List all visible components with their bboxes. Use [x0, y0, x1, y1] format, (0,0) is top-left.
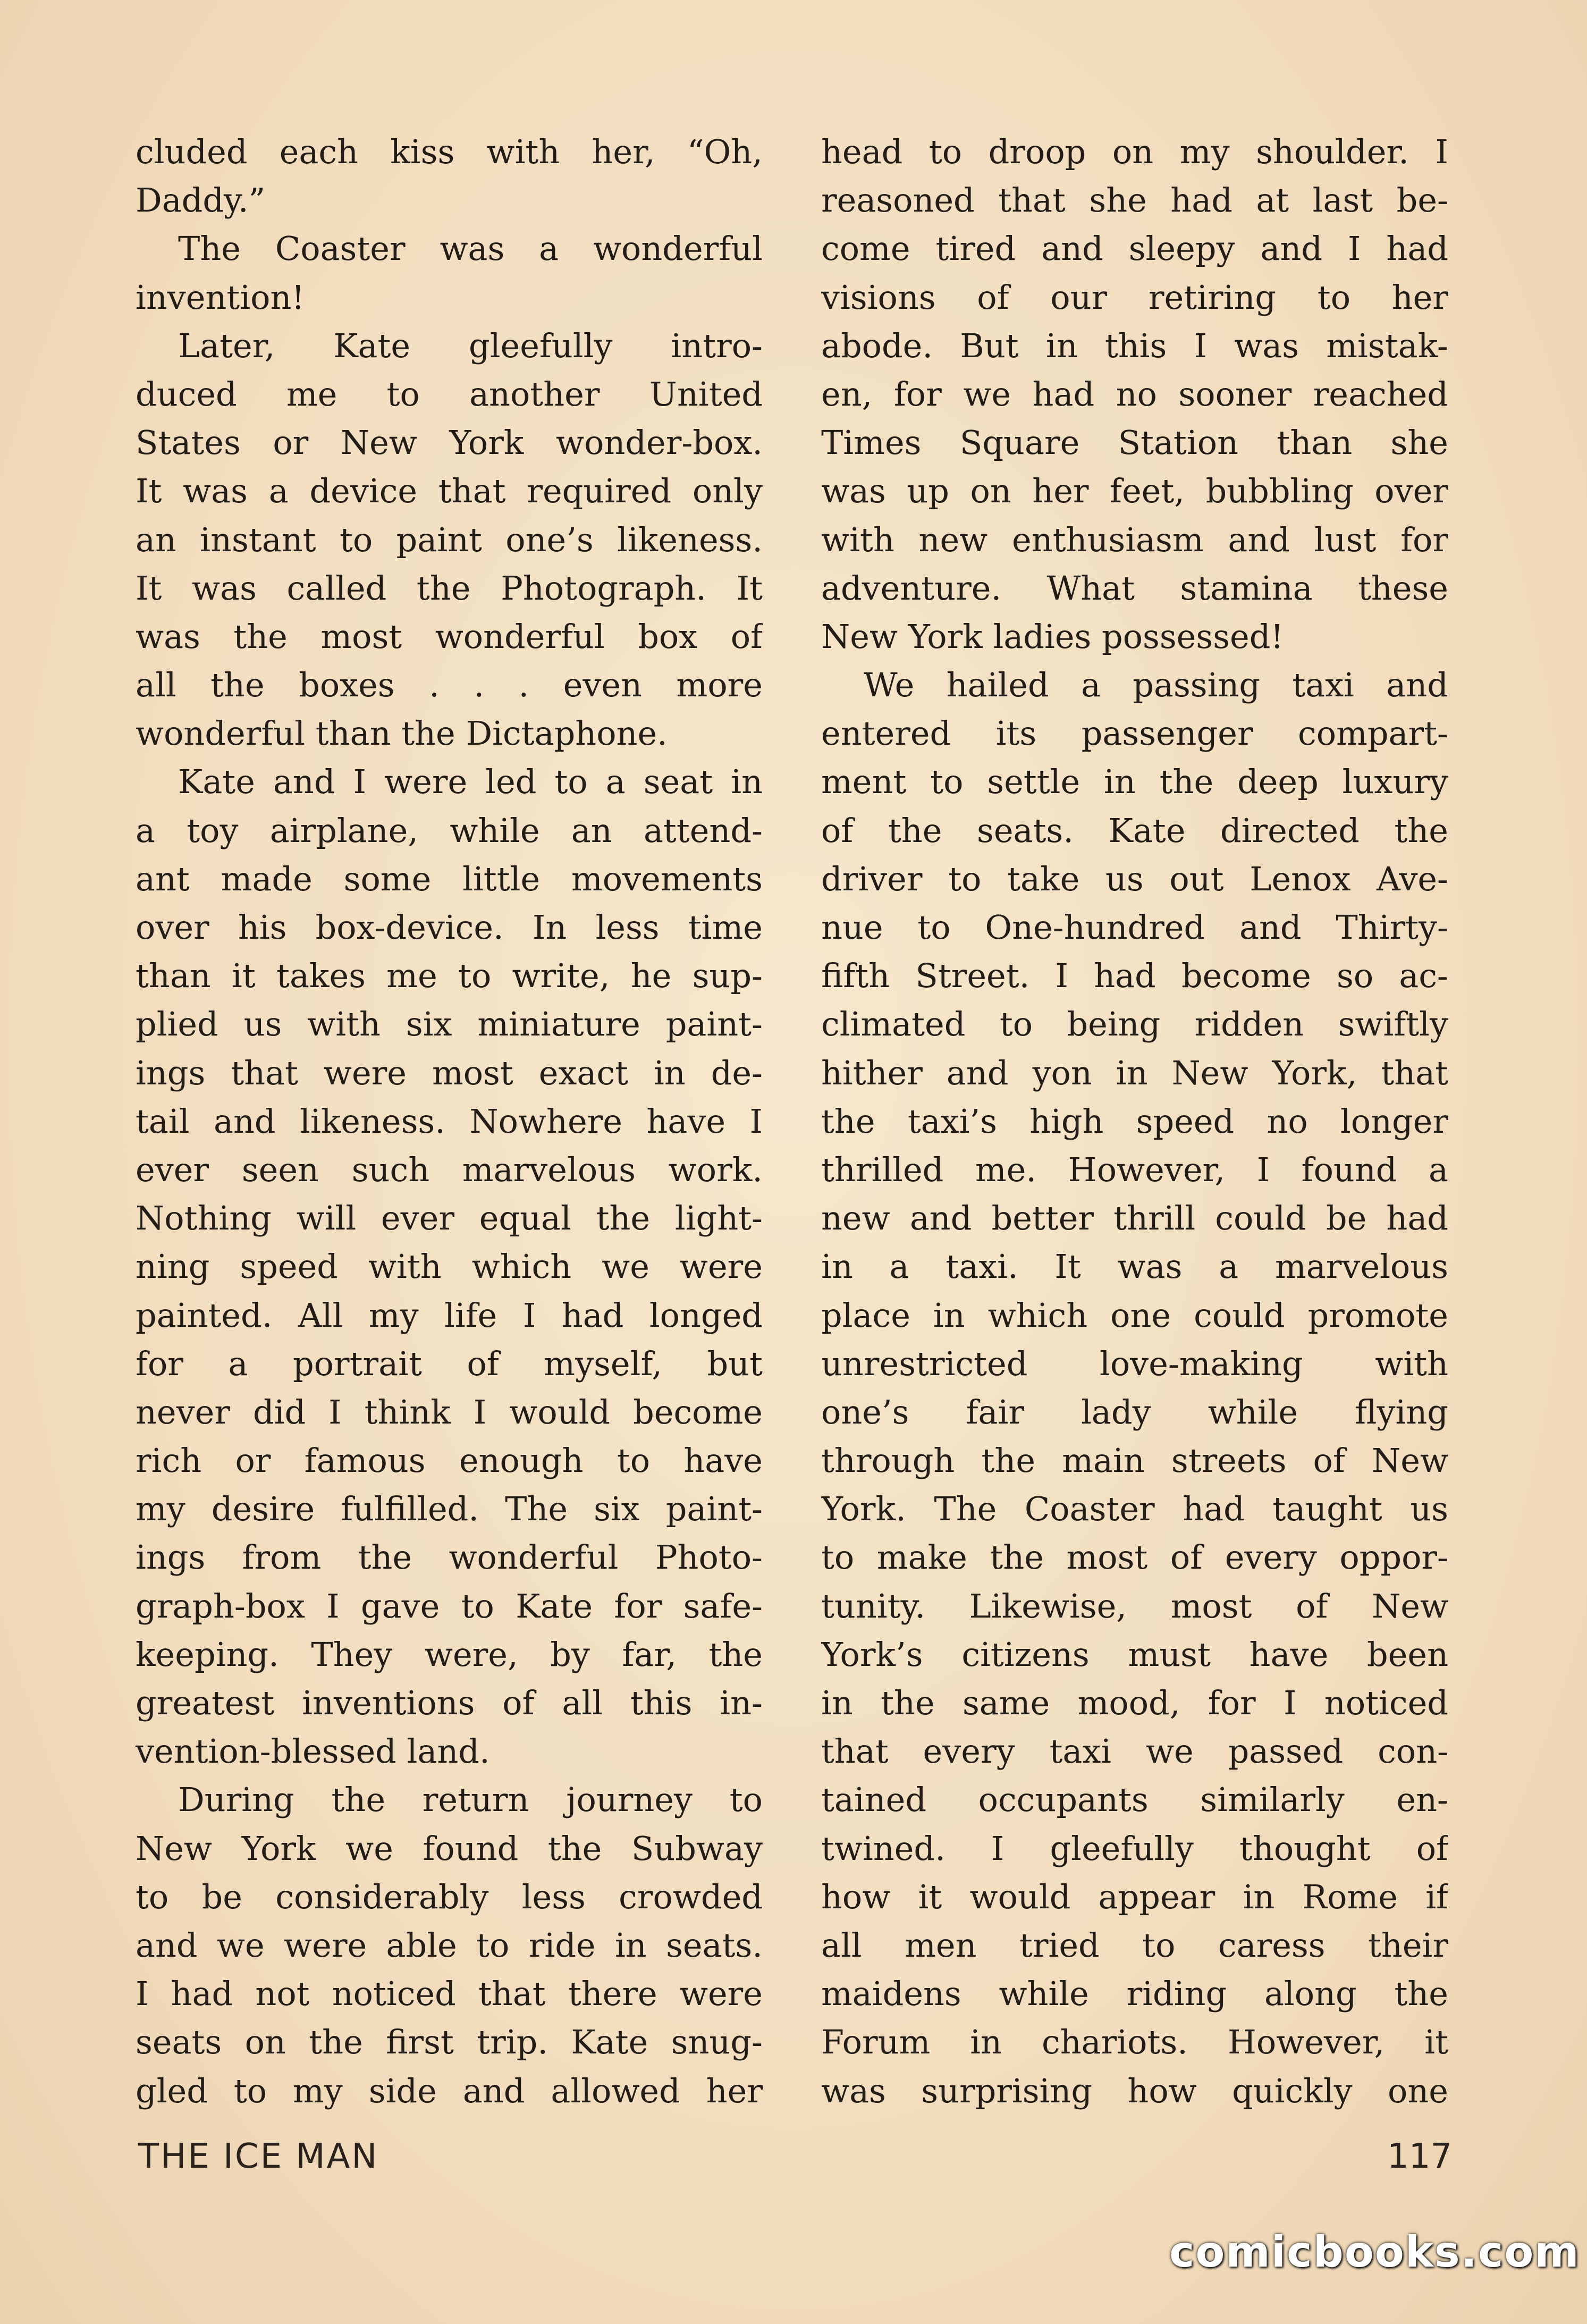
- text-line: adventure. What stamina these: [821, 568, 1448, 608]
- text-line: Kate and I were led to a seat in: [178, 762, 763, 802]
- text-line: Times Square Station than she: [821, 423, 1448, 462]
- text-line: ning speed with which we were: [136, 1247, 763, 1286]
- text-line: rich or famous enough to have: [136, 1441, 763, 1480]
- text-line: come tired and sleepy and I had: [821, 229, 1448, 268]
- text-line: visions of our retiring to her: [821, 277, 1448, 317]
- running-title: THE ICE MAN: [138, 2137, 379, 2176]
- text-line: It was a device that required only: [136, 471, 763, 511]
- page-number: 117: [1387, 2137, 1453, 2176]
- text-line: duced me to another United: [136, 374, 763, 414]
- text-line: thrilled me. However, I found a: [821, 1150, 1448, 1189]
- text-line: ant made some little movements: [136, 859, 763, 898]
- text-line: driver to take us out Lenox Ave-: [821, 859, 1448, 898]
- text-line: greatest inventions of all this in-: [136, 1683, 763, 1722]
- text-line: the taxi’s high speed no longer: [821, 1101, 1448, 1141]
- text-line: New York ladies possessed!: [821, 617, 1284, 656]
- text-line: with new enthusiasm and lust for: [821, 520, 1448, 559]
- text-line: en, for we had no sooner reached: [821, 374, 1448, 414]
- text-line: During the return journey to: [178, 1780, 763, 1820]
- text-line: York. The Coaster had taught us: [821, 1489, 1448, 1529]
- text-line: Forum in chariots. However, it: [821, 2023, 1448, 2062]
- text-line: nue to One-hundred and Thirty-: [821, 908, 1448, 947]
- text-line: entered its passenger compart-: [821, 714, 1448, 753]
- text-line: tail and likeness. Nowhere have I: [136, 1101, 763, 1141]
- text-line: of the seats. Kate directed the: [821, 811, 1448, 850]
- text-line: fifth Street. I had become so ac-: [821, 956, 1448, 996]
- text-line: hither and yon in New York, that: [821, 1053, 1448, 1092]
- watermark-logo: comicbooks.com: [1169, 2227, 1580, 2277]
- text-line: graph-box I gave to Kate for safe-: [136, 1586, 763, 1626]
- text-line: for a portrait of myself, but: [136, 1344, 763, 1383]
- text-line: painted. All my life I had longed: [136, 1295, 763, 1335]
- left-text-column: [136, 128, 763, 2115]
- text-line: all the boxes . . . even more: [136, 666, 763, 705]
- text-line: wonderful than the Dictaphone.: [136, 714, 668, 753]
- text-line: Nothing will ever equal the light-: [136, 1199, 763, 1238]
- text-line: It was called the Photograph. It: [136, 568, 763, 608]
- text-line: an instant to paint one’s likeness.: [136, 520, 763, 559]
- text-line: how it would appear in Rome if: [821, 1877, 1448, 1916]
- text-line: in the same mood, for I noticed: [821, 1683, 1448, 1722]
- text-line: tained occupants similarly en-: [821, 1780, 1448, 1820]
- text-line: invention!: [136, 277, 305, 317]
- text-line: one’s fair lady while flying: [821, 1392, 1448, 1432]
- text-line: head to droop on my shoulder. I: [821, 132, 1448, 171]
- text-line: keeping. They were, by far, the: [136, 1635, 763, 1674]
- text-line: ings from the wonderful Photo-: [136, 1538, 763, 1577]
- text-line: The Coaster was a wonderful: [178, 229, 763, 268]
- text-line: tunity. Likewise, most of New: [821, 1586, 1448, 1626]
- text-line: cluded each kiss with her, “Oh,: [136, 132, 763, 171]
- text-line: in a taxi. It was a marvelous: [821, 1247, 1448, 1286]
- text-line: States or New York wonder-box.: [136, 423, 763, 462]
- text-line: all men tried to caress their: [821, 1925, 1448, 1965]
- text-line: reasoned that she had at last be-: [821, 181, 1448, 220]
- text-line: Daddy.”: [136, 181, 266, 220]
- text-line: than it takes me to write, he sup-: [136, 956, 763, 996]
- text-line: never did I think I would become: [136, 1392, 763, 1432]
- text-line: through the main streets of New: [821, 1441, 1448, 1480]
- text-line: that every taxi we passed con-: [821, 1732, 1448, 1771]
- text-line: climated to being ridden swiftly: [821, 1005, 1448, 1044]
- text-line: was the most wonderful box of: [136, 617, 763, 656]
- text-line: New York we found the Subway: [136, 1829, 763, 1868]
- text-line: ings that were most exact in de-: [136, 1053, 763, 1092]
- text-line: was surprising how quickly one: [821, 2071, 1448, 2110]
- right-text-column: [821, 128, 1448, 2115]
- text-line: and we were able to ride in seats.: [136, 1925, 763, 1965]
- text-line: my desire fulfilled. The six paint-: [136, 1489, 763, 1529]
- text-line: new and better thrill could be had: [821, 1199, 1448, 1238]
- text-line: over his box-device. In less time: [136, 908, 763, 947]
- text-line: was up on her feet, bubbling over: [821, 471, 1448, 511]
- text-line: gled to my side and allowed her: [136, 2071, 763, 2110]
- text-line: a toy airplane, while an attend-: [136, 811, 763, 850]
- text-line: ment to settle in the deep luxury: [821, 762, 1448, 802]
- text-line: We hailed a passing taxi and: [864, 666, 1448, 705]
- text-line: unrestricted love-making with: [821, 1344, 1448, 1383]
- text-line: place in which one could promote: [821, 1295, 1448, 1335]
- text-line: seats on the first trip. Kate snug-: [136, 2023, 763, 2062]
- text-line: to make the most of every oppor-: [821, 1538, 1448, 1577]
- text-line: York’s citizens must have been: [821, 1635, 1448, 1674]
- text-line: to be considerably less crowded: [136, 1877, 763, 1916]
- text-line: ever seen such marvelous work.: [136, 1150, 763, 1189]
- text-line: plied us with six miniature paint-: [136, 1005, 763, 1044]
- text-line: Later, Kate gleefully intro-: [178, 326, 763, 365]
- text-line: maidens while riding along the: [821, 1974, 1448, 2014]
- text-line: abode. But in this I was mistak-: [821, 326, 1448, 365]
- text-line: vention-blessed land.: [136, 1732, 490, 1771]
- text-line: I had not noticed that there were: [136, 1974, 763, 2014]
- text-line: twined. I gleefully thought of: [821, 1829, 1448, 1868]
